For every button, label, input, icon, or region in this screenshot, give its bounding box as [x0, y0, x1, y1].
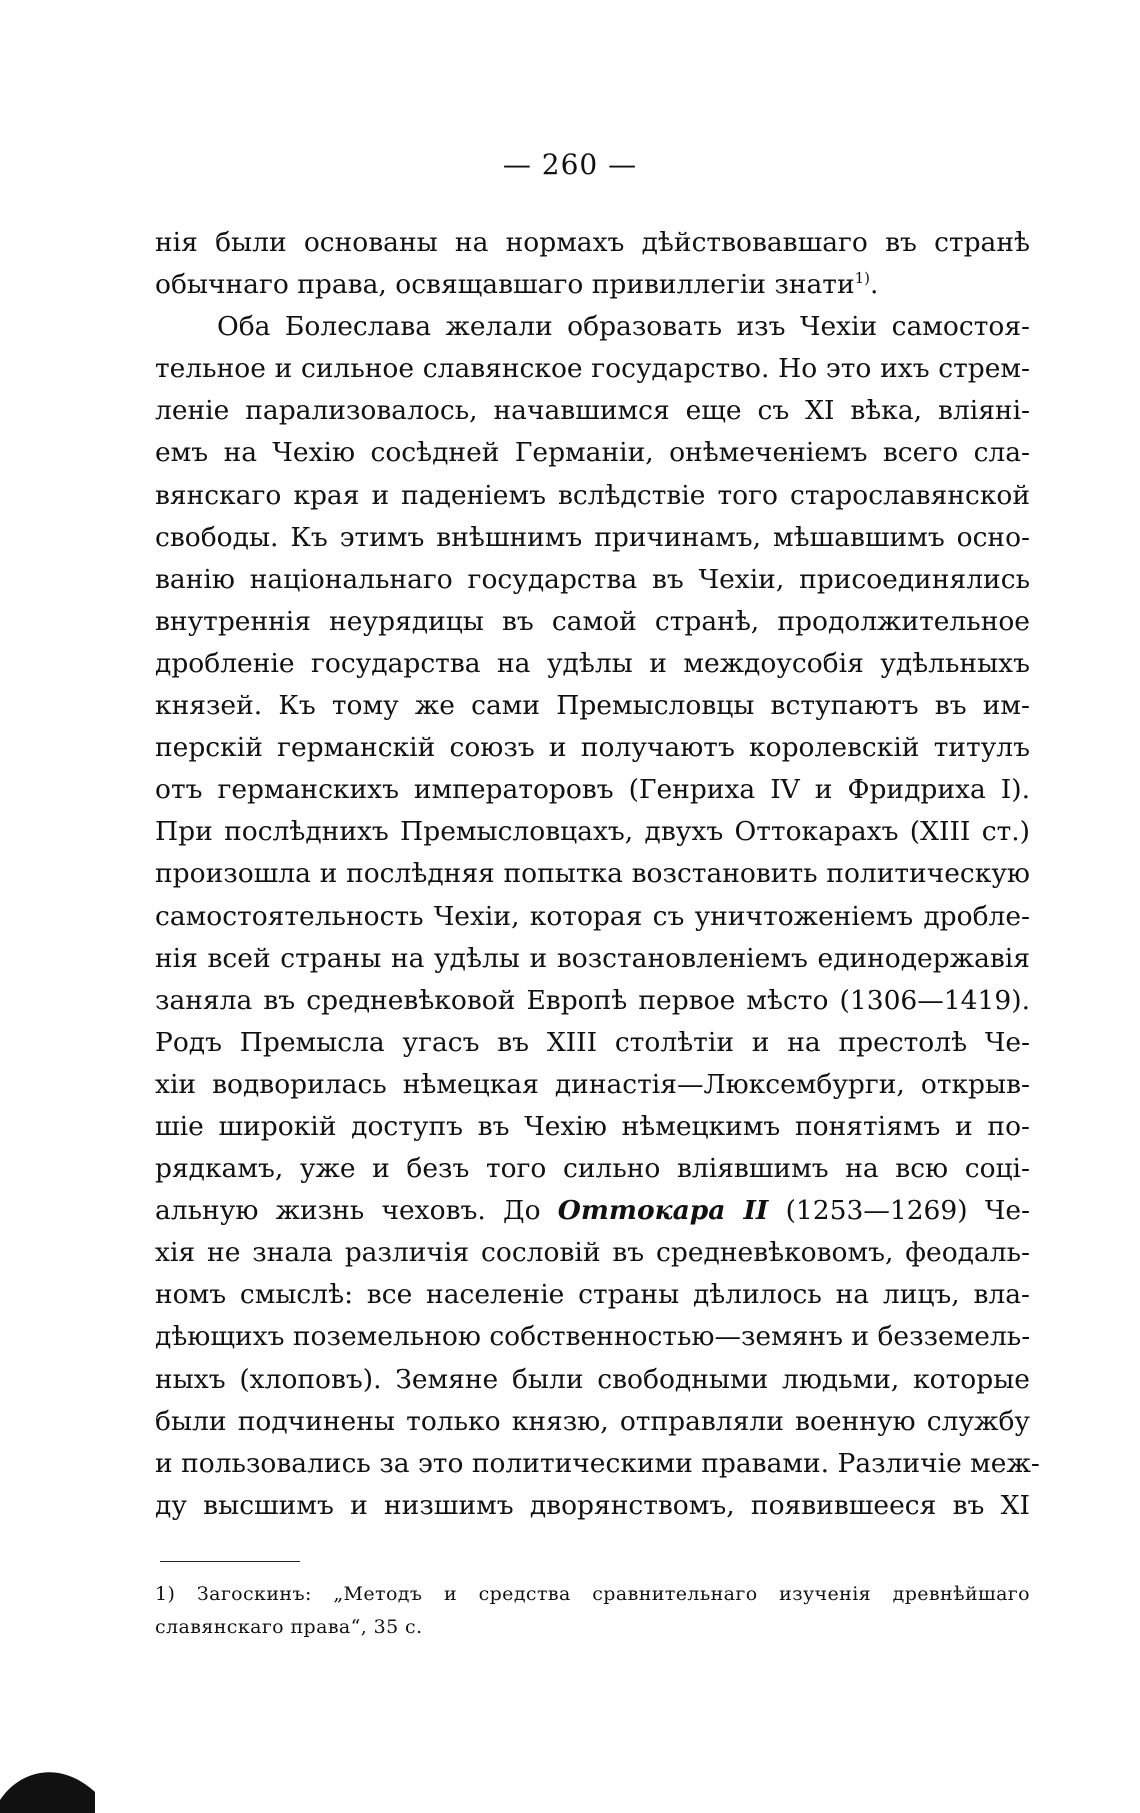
text-line: ныхъ (хлоповъ). Земяне были свободными людьми, которые — [155, 1363, 1030, 1395]
text-line: номъ смыслѣ: все населеніе страны дѣлилось на лицъ, вла- — [155, 1279, 1030, 1311]
text-line: леніе парализовалось, начавшимся еще съ XI вѣка, вліяні- — [155, 395, 1030, 427]
text-line: дѣющихъ поземельною собственностью—земянъ и безземель- — [155, 1321, 1031, 1353]
text-line: шіе широкій доступъ въ Чехію нѣмецкимъ понятіямъ и по- — [155, 1110, 1030, 1142]
text-line-start: альную жизнь чеховъ. До — [155, 1195, 541, 1227]
text-line: обычнаго права, освящавшаго привиллегіи знати$^{1)}$. — [155, 269, 879, 301]
text-line-content: обычнаго права, освящавшаго привиллегіи знати — [155, 269, 855, 301]
text-line: хія не знала различія сословій въ средневѣковомъ, феодаль- — [155, 1237, 1030, 1269]
text-line: вянскаго края и паденіемъ вслѣдствіе того старославянской — [155, 479, 1030, 511]
text-line: тельное и сильное славянское государство. Но это ихъ стрем- — [155, 353, 1030, 385]
emphasized-name: Оттокара II — [557, 1195, 769, 1227]
footnote-reference: 1) — [854, 269, 871, 288]
text-line: ду высшимъ и низшимъ дворянствомъ, появившееся въ XI — [155, 1489, 1030, 1521]
text-line: перскій германскій союзъ и получаютъ королевскій титулъ — [155, 732, 1030, 764]
text-line: заняла въ средневѣковой Европѣ первое мѣсто (1306—1419). — [155, 984, 1030, 1016]
text-line: ванію національнаго государства въ Чехіи, присоединялись — [155, 563, 1030, 595]
text-line: произошла и послѣдняя попытка возстановить политическую — [155, 858, 1030, 890]
text-line: свободы. Къ этимъ внѣшнимъ причинамъ, мѣшавшимъ осно- — [155, 521, 1030, 553]
footnote-separator — [160, 1561, 300, 1562]
text-line: рядкамъ, уже и безъ того сильно вліявшимъ на всю соці- — [155, 1153, 1030, 1185]
footnote-line: 1) Загоскинъ: „Методъ и средства сравнительнаго изученія древнѣйшаго — [155, 1583, 1030, 1605]
text-line: внутреннія неурядицы въ самой странѣ, продолжительное — [155, 605, 1030, 637]
text-line: Родъ Премысла угасъ въ XIII столѣтіи и на престолѣ Че- — [155, 1026, 1030, 1058]
page-number: — 260 — — [502, 148, 638, 181]
footnote — [155, 1578, 1030, 1644]
main-text — [155, 222, 1040, 1527]
text-line: емъ на Чехію сосѣдней Германіи, онѣмеченіемъ всего сла- — [155, 437, 1030, 469]
text-line-with-emphasis — [155, 1190, 1030, 1232]
text-line: и пользовались за это политическими правами. Различіе меж- — [155, 1447, 1040, 1479]
text-line: князей. Къ тому же сами Премысловцы вступаютъ въ им- — [155, 690, 1030, 722]
text-line: самостоятельность Чехіи, которая съ уничтоженіемъ дробле- — [155, 900, 1030, 932]
text-line: нія всей страны на удѣлы и возстановленіемъ единодержавія — [155, 942, 1030, 974]
text-line: дробленіе государства на удѣлы и междоусобія удѣльныхъ — [155, 647, 1030, 679]
text-line-end: (1253—1269) Че- — [785, 1195, 1030, 1227]
scan-margin-mark — [0, 1730, 95, 1813]
paragraph-first-line: Оба Болеслава желали образовать изъ Чехіи самостоя- — [217, 311, 1030, 343]
text-line: отъ германскихъ императоровъ (Генриха IV и Фридриха I). — [155, 774, 1030, 806]
text-line: нія были основаны на нормахъ дѣйствовавшаго въ странѣ — [155, 227, 1030, 258]
text-line: были подчинены только князю, отправляли военную службу — [155, 1405, 1030, 1437]
footnote-line: славянскаго права“, 35 с. — [155, 1616, 423, 1638]
text-line: хіи водворилась нѣмецкая династія—Люксембурги, открыв- — [155, 1068, 1030, 1100]
text-line: При послѣднихъ Премысловцахъ, двухъ Оттокарахъ (XIII ст.) — [155, 816, 1030, 848]
